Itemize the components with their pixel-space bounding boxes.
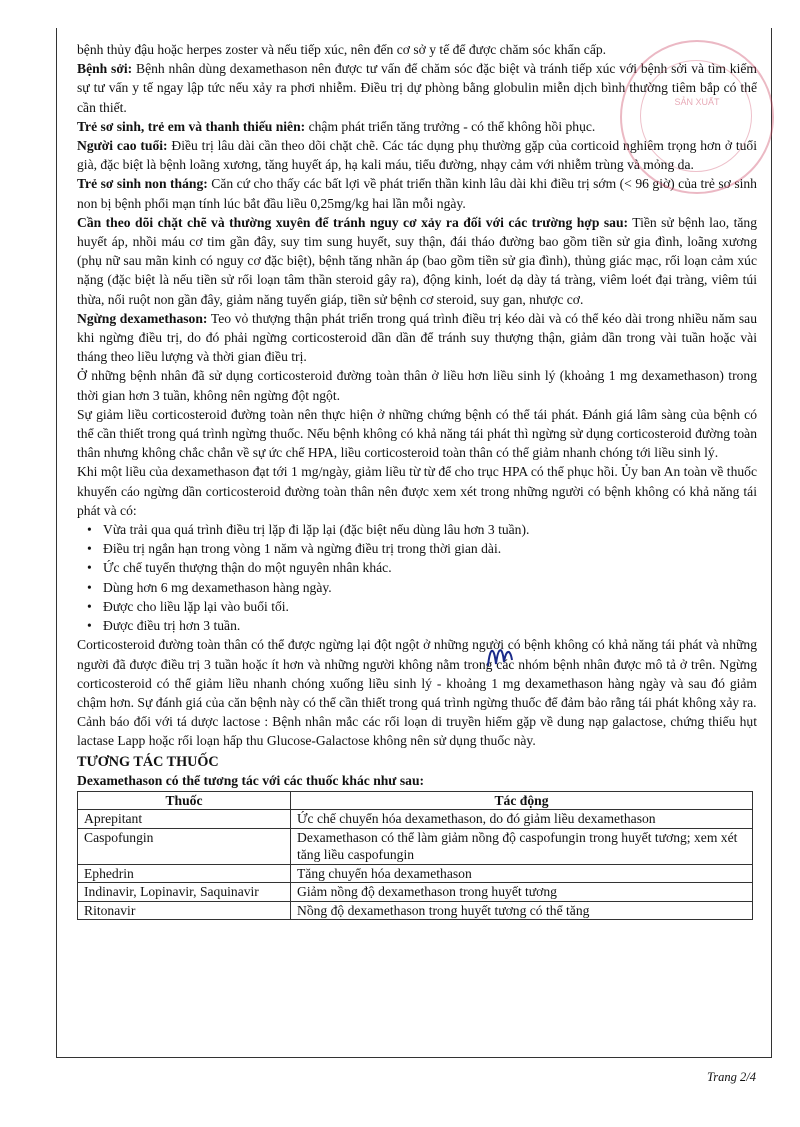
list-item: • Được điều trị hơn 3 tuần.: [103, 616, 757, 635]
paragraph-heading: Trẻ sơ sinh non tháng:: [77, 176, 208, 192]
paragraph-text: Teo vỏ thượng thận phát triển trong quá trình điều trị kéo dài và có thể kéo dài trong nhiều năm sau khi ngừng điều trị, do đó phải ngừng corticosteroid dần dần để tránh suy thượng thận, giảm dần trong vài tuần hoặc vài tháng theo liều lượng và thời gian điều trị.: [77, 310, 757, 365]
drug-cell: Caspofungin: [78, 828, 291, 864]
table-caption: Dexamethason có thể tương tác với các thuốc khác như sau:: [77, 772, 425, 788]
paragraph-text: Bệnh nhân dùng dexamethason nên được tư vấn để chăm sóc đặc biệt và tránh tiếp xúc với bệnh sởi và tìm kiếm sự tư vấn y tế ngay lập tức nếu xảy ra phơi nhiễm. Điều trị dự phòng bằng globulin miễn dịch bình thường tiêm bắp có thể cần thiết.: [77, 61, 757, 115]
drug-cell: Aprepitant: [78, 810, 291, 829]
table-row: [78, 828, 753, 864]
paragraph-heading: Người cao tuổi:: [77, 138, 168, 154]
interaction-table: [77, 791, 753, 921]
header-effect: Tác động: [291, 791, 753, 810]
paragraph-text: chậm phát triển tăng trưởng - có thể không hồi phục.: [305, 118, 596, 134]
effect-cell: Tăng chuyển hóa dexamethason: [291, 864, 753, 883]
paragraph: [77, 213, 757, 309]
paragraph-heading: Bệnh sởi:: [77, 61, 133, 77]
effect-cell: Nồng độ dexamethason trong huyết tương có thể tăng: [291, 901, 753, 920]
stamp-text: SẢN XUẤT: [674, 97, 720, 107]
paragraph-text: Tiền sử bệnh lao, tăng huyết áp, nhồi máu cơ tim gần đây, suy tim sung huyết, suy thận, đái tháo đường bao gồm tiền sử gia đình, loãng xương (phụ nữ sau mãn kinh có nguy cơ đặc biệt), bệnh tăng nhãn áp (bao gồm tiền sử gia đình), thủng giác mạc, rối loạn cảm xúc nặng (đặc biệt là nếu tiền sử rối loạn tâm thần steroid gây ra), động kinh, loét dạ dày tá tràng, viêm loét đại tràng, viêm túi thừa, nối ruột non gần đây, giảm năng tuyến giáp, tiền sử bệnh cơ steroid, suy gan, nhược cơ.: [77, 214, 757, 307]
list-item: • Dùng hơn 6 mg dexamethason hàng ngày.: [103, 578, 757, 597]
page-number: Trang 2/4: [707, 1070, 756, 1084]
list-item: • Được cho liều lặp lại vào buổi tối.: [103, 597, 757, 616]
paragraph: [77, 462, 757, 520]
table-row: [78, 883, 753, 902]
paragraph-text: Khi một liều của dexamethason đạt tới 1 mg/ngày, giảm liều từ từ để cho trục HPA có thể phục hồi. Ủy ban An toàn về thuốc khuyến cáo ngừng dần corticosteroid đường toàn thân nên được xem xét trong những người có bệnh không có khả năng tái phát và có:: [77, 464, 757, 518]
stamp-inner-ring: [640, 60, 752, 172]
table-row: [78, 901, 753, 920]
paragraph: [77, 366, 757, 404]
drug-cell: Ritonavir: [78, 901, 291, 920]
signature-mark: [480, 636, 520, 676]
list-item: • Vừa trải qua quá trình điều trị lặp đi lặp lại (đặc biệt nếu dùng lâu hơn 3 tuần).: [103, 520, 757, 539]
paragraph: [77, 405, 757, 463]
table-header-row: [78, 791, 753, 810]
effect-cell: Giảm nồng độ dexamethason trong huyết tương: [291, 883, 753, 902]
paragraph: Cảnh báo đối với tá dược lactose : Bệnh nhân mắc các rối loạn di truyền hiếm gặp về dung nạp galactose, chứng thiếu hụt lactase Lapp hoặc rối loạn hấp thu Glucose-Galactose không nên sử dụng thuốc này.: [77, 714, 757, 749]
paragraph-text: Điều trị lâu dài cần theo dõi chặt chẽ. Các tác dụng phụ thường gặp của corticoid nghiêm trọng hơn ở tuổi già, đặc biệt là bệnh loãng xương, tăng huyết áp, hạ kali máu, tiểu đường, nhạy cảm với nhiễm trùng và mỏng da.: [77, 138, 758, 173]
condition-list: [77, 520, 757, 635]
table-row: [78, 810, 753, 829]
paragraph-text: Ở những bệnh nhân đã sử dụng corticosteroid đường toàn thân ở liều hơn liều sinh lý (khoảng 1 mg dexamethason) trong thời gian hơn 3 tuần, không nên ngừng đột ngột.: [77, 368, 757, 403]
paragraph-heading: Cần theo dõi chặt chẽ và thường xuyên để tránh nguy cơ xảy ra đối với các trường hợp sau:: [77, 214, 629, 230]
list-item: • Điều trị ngắn hạn trong vòng 1 năm và ngừng điều trị trong thời gian dài.: [103, 539, 757, 558]
paragraph-text: Căn cứ cho thấy các bất lợi về phát triển thần kinh lâu dài khi điều trị sớm (< 96 giờ) của trẻ sơ sinh non bị bệnh phổi mạn tính lúc bắt đầu liều 0,25mg/kg hai lần mỗi ngày.: [77, 176, 757, 211]
list-item: • Ức chế tuyến thượng thận do một nguyên nhân khác.: [103, 558, 757, 577]
paragraph-heading: Trẻ sơ sinh, trẻ em và thanh thiếu niên:: [77, 118, 306, 134]
paragraph-text: bệnh thủy đậu hoặc herpes zoster và nếu tiếp xúc, nên đến cơ sở y tế để được chăm sóc khẩn cấp.: [77, 42, 607, 57]
header-drug: Thuốc: [78, 791, 291, 810]
paragraph: Corticosteroid đường toàn thân có thể được ngừng lại đột ngột ở những người có bệnh không có khả năng tái phát và những người đã được điều trị 3 tuần hoặc ít hơn và những người không nằm trong các nhóm bệnh nhân được mô tả ở trên. Ngừng corticosteroid có thể giảm liều nhanh chóng xuống liều sinh lý - khoảng 1 mg dexamethason hàng ngày và sau đó giảm chậm hơn. Sự đánh giá của căn bệnh này có thể cần thiết trong quá trình ngừng thuốc để đảm bảo rằng tái phát không xảy ra.: [77, 637, 757, 710]
effect-cell: Ức chế chuyển hóa dexamethason, do đó giảm liều dexamethason: [291, 810, 753, 829]
paragraph-text: Sự giảm liều corticosteroid đường toàn nên thực hiện ở những chứng bệnh có thể tái phát. Đánh giá lâm sàng của bệnh có thể cần thiết trong quá trình ngừng thuốc. Nếu bệnh không có khả năng tái phát thì ngừng sử dụng corticosteroid đường toàn thân nhưng không chắc chắn về sự ức chế HPA, liều corticosteroid toàn thân có thể giảm nhanh chóng tới liều sinh lý.: [77, 406, 757, 461]
effect-cell: Dexamethason có thể làm giảm nồng độ caspofungin trong huyết tương; xem xét tăng liều caspofungin: [291, 828, 753, 864]
paragraph: [77, 309, 757, 367]
paragraph-block-after: [77, 635, 757, 750]
table-row: [78, 864, 753, 883]
drug-cell: Indinavir, Lopinavir, Saquinavir: [78, 883, 291, 902]
section-title: TƯƠNG TÁC THUỐC: [77, 753, 219, 770]
company-stamp: [620, 40, 774, 194]
drug-cell: Ephedrin: [78, 864, 291, 883]
paragraph-heading: Ngừng dexamethason:: [77, 310, 208, 326]
